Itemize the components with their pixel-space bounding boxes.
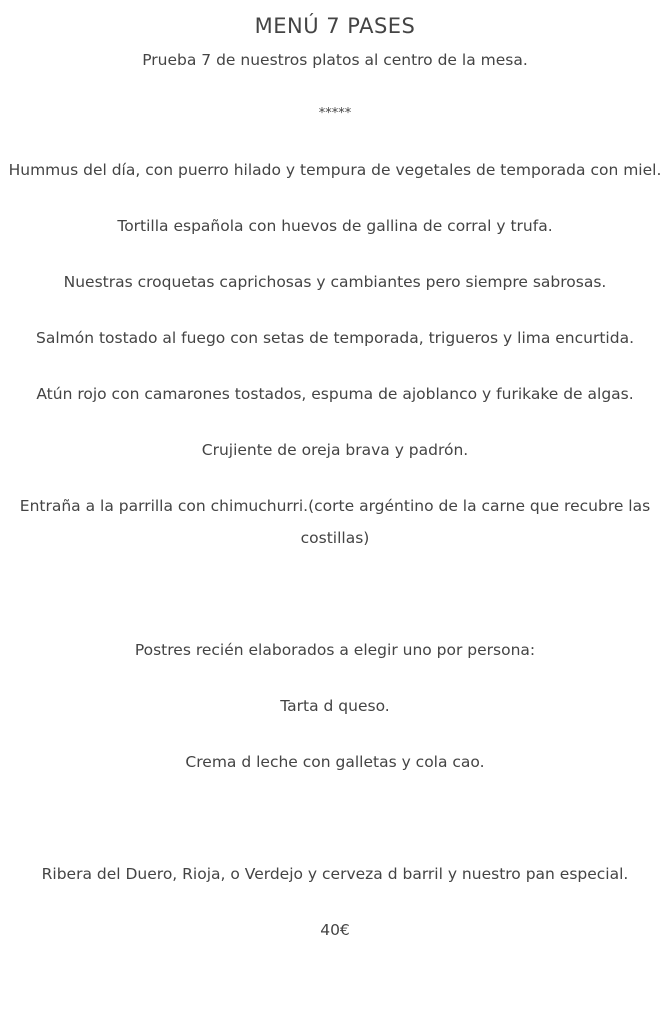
dessert-tarta: Tarta d queso.	[280, 697, 390, 715]
menu-title: MENÚ 7 PASES	[254, 14, 416, 38]
dessert-crema: Crema d leche con galletas y cola cao.	[185, 753, 485, 771]
separator: *****	[318, 106, 352, 121]
desserts-intro: Postres recién elaborados a elegir uno por persona:	[134, 641, 536, 659]
menu-subtitle: Prueba 7 de nuestros platos al centro de la mesa.	[142, 51, 528, 69]
dish-croquetas: Nuestras croquetas caprichosas y cambiantes pero siempre sabrosas.	[63, 273, 607, 291]
dish-oreja: Crujiente de oreja brava y padrón.	[201, 441, 469, 459]
dish-salmon: Salmón tostado al fuego con setas de temporada, trigueros y lima encurtida.	[35, 329, 634, 347]
dish-atun: Atún rojo con camarones tostados, espuma de ajoblanco y furikake de algas.	[36, 385, 634, 403]
dish-entrana: Entraña a la parrilla con chimuchurri.(corte argéntino de la carne que recubre las costillas)	[19, 497, 651, 547]
dish-hummus: Hummus del día, con puerro hilado y tempura de vegetales de temporada con miel.	[8, 161, 662, 179]
dish-tortilla: Tortilla española con huevos de gallina de corral y trufa.	[117, 217, 553, 235]
price: 40€	[320, 921, 350, 939]
drinks-line: Ribera del Duero, Rioja, o Verdejo y cerveza d barril y nuestro pan especial.	[41, 865, 629, 883]
